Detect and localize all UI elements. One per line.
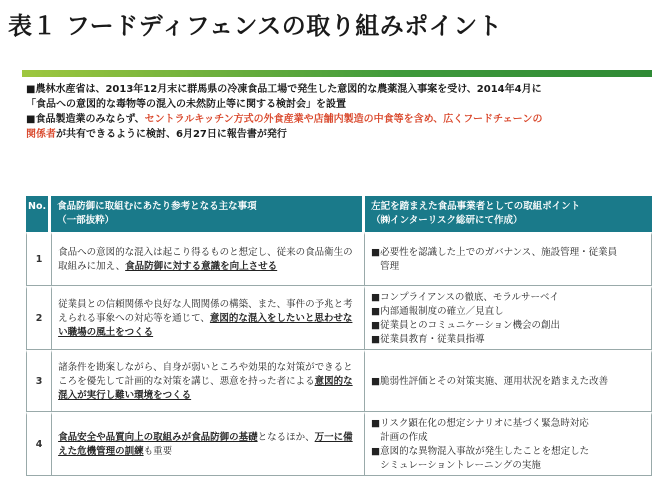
row-left-text: 食品への意図的な混入は起こり得るものと想定し、従来の食品衛生の取組みに加え、 (58, 247, 353, 272)
row-right-item: シミュレーショントレーニングの実施 (380, 460, 541, 471)
header-col1-line1: 食品防御に取組むにあたり参考となる主な事項 (57, 201, 257, 212)
row-right-item: ■従業員とのコミュニケーション機会の創出 (371, 320, 561, 331)
intro-line-4-red: 関係者 (26, 129, 56, 140)
row-right-item: ■脆弱性評価とその対策実施、運用状況を踏まえた改善 (371, 376, 609, 387)
row-number: 3 (26, 350, 51, 412)
table-row (26, 412, 652, 476)
row-right-item: ■内部通報制度の確立／見直し (371, 306, 504, 317)
header-col1 (51, 196, 365, 232)
row-right-cell (365, 350, 652, 412)
row-number: 1 (26, 232, 51, 286)
row-number: 2 (26, 286, 51, 350)
row-left-text: 従業員との信頼関係や良好な人間関係の構築、また、事件の予兆と考えられる事象への対応等を通じて、 (58, 299, 353, 324)
header-col2 (365, 196, 652, 232)
row-right-item: 計画の作成 (380, 432, 428, 443)
row-number: 4 (26, 412, 51, 476)
table-row (26, 232, 652, 286)
intro-text (26, 82, 658, 142)
row-right-item: ■従業員教育・従業員指導 (371, 334, 485, 345)
table-row (26, 350, 652, 412)
row-left-emphasis: 食品防御に対する意識を向上させる (125, 261, 278, 272)
page-title: 表１ フードディフェンスの取り組みポイント (8, 12, 503, 40)
intro-line-4-black: が共有できるように検討、6月27日に報告書が発行 (56, 129, 287, 140)
intro-line-3 (26, 112, 658, 127)
table-row (26, 286, 652, 350)
row-right-cell (365, 232, 652, 286)
row-left-emphasis: 万一に備えた危機管理の訓練 (58, 432, 353, 457)
row-left-emphasis: 食品安全や品質向上の取組みが食品防御の基礎 (58, 432, 258, 443)
intro-line-2: 「食品への意図的な毒物等の混入の未然防止等に関する検討会」を設置 (26, 99, 346, 110)
row-right-cell (365, 412, 652, 476)
row-right-item: 管理 (380, 261, 400, 272)
intro-line-4 (26, 127, 658, 142)
header-col2-line2: （㈱インターリスク総研にて作成） (371, 215, 523, 226)
food-defense-table (26, 196, 652, 476)
row-right-item: ■必要性を認識した上でのガバナンス、施設管理・従業員 (371, 247, 618, 258)
row-right-item: ■リスク顕在化の想定シナリオに基づく緊急時対応 (371, 418, 589, 429)
intro-line-3-black: ■食品製造業のみならず、 (26, 114, 145, 125)
row-right-item: ■コンプライアンスの徹底、モラルサーベイ (371, 292, 560, 303)
row-left-cell (51, 412, 365, 476)
intro-line-1: ■農林水産省は、2013年12月末に群馬県の冷凍食品工場で発生した意図的な農薬混入事案を受け、2014年4月に (26, 84, 542, 95)
row-left-cell (51, 350, 365, 412)
header-col2-line1: 左記を踏まえた食品事業者としての取組ポイント (371, 201, 581, 212)
table-header-row (26, 196, 652, 232)
row-left-text: 諸条件を勘案しながら、自身が弱いところや効果的な対策ができるところを優先して計画的な対策を講じ、悪意を持った者による (58, 362, 353, 387)
row-left-text: となるほか、 (257, 432, 315, 443)
green-divider-bar (22, 70, 652, 77)
row-right-item: ■意図的な異物混入事故が発生したことを想定した (371, 446, 590, 457)
row-left-cell (51, 286, 365, 350)
row-right-cell (365, 286, 652, 350)
row-left-emphasis: 意図的な混入が実行し難い環境をつくる (58, 376, 353, 401)
intro-line-3-red: セントラルキッチン方式の外食産業や店舗内製造の中食等を含め、広くフードチェーンの (144, 114, 543, 125)
header-no: No. (26, 196, 51, 232)
row-left-cell (51, 232, 365, 286)
header-col1-line2: （一部抜粋） (57, 215, 115, 226)
row-left-text: も重要 (143, 446, 173, 457)
row-left-emphasis: 意図的な混入をしたいと思わせない職場の風土をつくる (58, 313, 353, 338)
